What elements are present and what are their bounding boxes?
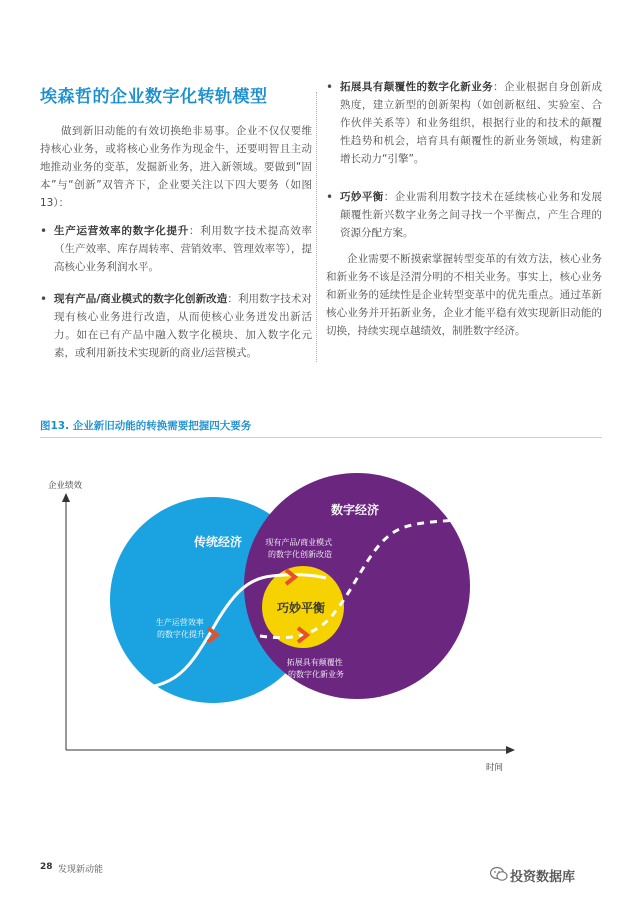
conclusion-paragraph: 企业需要不断摸索掌握转型变革的有效方法，核心业务和新业务不该是泾渭分明的不相关业务。事实上，核心业务和新业务的延续性是企业转型变革中的优先重点。通过革新核心业务并开拓新业务，企业才能平稳有效实现新旧动能的切换，持续实现卓越绩效，制胜数字经济。: [326, 253, 602, 337]
bullet-body: ：企业根据自身创新成熟度，建立新型的创新架构（如创新枢纽、实验室、合作伙伴关系等）和业务组织，根据行业的和技术的颠覆性趋势和机会，培育具有颠覆性的新业务领域，构建新增长动力“引擎”。: [340, 81, 603, 165]
digital-economy-label: 数字经济: [330, 503, 380, 517]
x-axis-arrow: [506, 746, 515, 754]
bullet-head: 生产运营效率的数字化提升: [54, 225, 189, 237]
bullet-head: 拓展具有颠覆性的数字化新业务: [340, 81, 494, 93]
annotation-line: 的数字化提升: [157, 630, 205, 639]
y-axis-arrow: [62, 493, 70, 502]
intro-paragraph: 做到新旧动能的有效切换绝非易事。企业不仅仅要维持核心业务，或将核心业务作为现金牛，还要明智且主动地推动业务的变革，发掘新业务，进入新领域。要做到“固本”与“创新”双管齐下，企业要关注以下四大要务（如图13）：: [40, 125, 312, 209]
y-axis-label: 企业绩效: [48, 481, 83, 491]
bullet-head: 巧妙平衡: [340, 191, 384, 203]
bullet-body: ：利用数字技术提高效率（生产效率、库存周转率、营销效率、管理效率等），提高核心业务利润水平。: [54, 225, 312, 273]
section-name: 发现新动能: [58, 865, 104, 875]
bullet-dot: •: [40, 224, 48, 238]
traditional-economy-label: 传统经济: [193, 535, 243, 549]
annotation-line: 拓展具有颠覆性: [286, 658, 343, 667]
bullet-body: ：利用数字技术对现有核心业务进行改造，从而使核心业务迸发出新活力。如在已有产品中融入数字化模块、加入数字化元素，或利用新技术实现新的商业/运营模式。: [54, 293, 313, 359]
annotation-line: 现有产品/商业模式: [265, 538, 333, 547]
bullet-dot: •: [40, 292, 48, 306]
page-number: 28: [40, 862, 53, 872]
annotation-line: 生产运营效率: [155, 618, 204, 627]
x-axis-label: 时间: [486, 763, 504, 773]
annotation-line: 的数字化创新改造: [268, 550, 332, 559]
annotation-line: 的数字化新业务: [288, 670, 344, 679]
bullet-dot: •: [326, 80, 334, 94]
wechat-icon: [490, 866, 508, 882]
figure-title: 图13. 企业新旧动能的转换需要把握四大要务: [40, 420, 252, 432]
article-title: 埃森哲的企业数字化转轨模型: [40, 87, 268, 107]
watermark-text: 投资数据库: [510, 870, 576, 885]
bullet-dot: •: [326, 190, 334, 204]
bullet-head: 现有产品/商业模式的数字化创新改造: [54, 293, 228, 305]
balance-label: 巧妙平衡: [276, 601, 326, 615]
bullet-body: ：企业需利用数字技术在延续核心业务和发展颠覆性新兴数字业务之间寻找一个平衡点，产生合理的资源分配方案。: [340, 191, 603, 239]
